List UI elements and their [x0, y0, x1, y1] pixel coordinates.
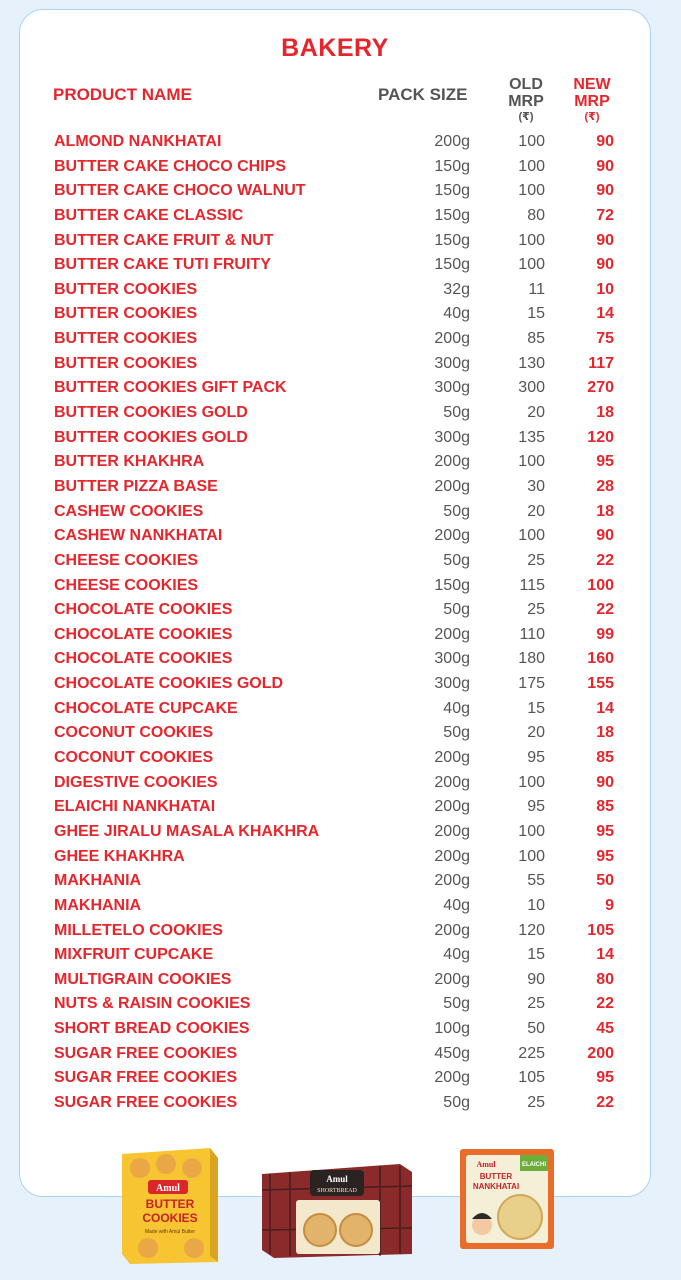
product-name-cell: SUGAR FREE COOKIES — [54, 1069, 238, 1087]
new-mrp-cell: 117 — [588, 354, 614, 372]
old-mrp-cell: 300 — [518, 379, 545, 397]
table-row — [0, 672, 681, 697]
header-old-mrp — [500, 76, 552, 124]
header-old-mrp-line2: MRP — [508, 93, 544, 110]
product-name-cell: BUTTER COOKIES — [54, 305, 198, 323]
table-row — [0, 524, 681, 549]
product-name-cell: CHOCOLATE COOKIES GOLD — [54, 675, 284, 693]
product-name-cell: ELAICHI NANKHATAI — [54, 798, 216, 816]
pack-size-cell: 150g — [434, 256, 470, 274]
old-mrp-cell: 20 — [527, 724, 545, 742]
price-table — [0, 130, 681, 1116]
new-mrp-cell: 14 — [596, 946, 614, 964]
product-label-line2: COOKIES — [142, 1211, 198, 1225]
new-mrp-cell: 120 — [587, 428, 614, 446]
pack-size-cell: 200g — [434, 798, 470, 816]
shortbread-box-image — [260, 1160, 414, 1260]
pack-size-cell: 40g — [443, 305, 470, 323]
old-mrp-cell: 100 — [518, 453, 545, 471]
product-name-cell: CHOCOLATE CUPCAKE — [54, 699, 238, 717]
old-mrp-cell: 25 — [527, 551, 545, 569]
cookie-shape — [498, 1195, 542, 1239]
new-mrp-cell: 90 — [596, 231, 614, 249]
old-mrp-cell: 95 — [527, 798, 545, 816]
pack-size-cell: 150g — [434, 576, 470, 594]
section-title: BAKERY — [281, 34, 389, 62]
pack-size-cell: 300g — [434, 650, 470, 668]
table-row — [0, 869, 681, 894]
product-name-cell: BUTTER CAKE CHOCO CHIPS — [54, 157, 287, 175]
flavor-badge-text: ELAICHI — [522, 1162, 546, 1168]
cookie-shape — [156, 1154, 176, 1174]
new-mrp-cell: 95 — [596, 822, 614, 840]
table-row — [0, 647, 681, 672]
old-mrp-cell: 15 — [527, 305, 545, 323]
new-mrp-cell: 90 — [596, 256, 614, 274]
old-mrp-cell: 100 — [518, 133, 545, 150]
table-row — [0, 253, 681, 278]
table-row — [0, 1091, 681, 1116]
product-name-cell: SHORT BREAD COOKIES — [54, 1020, 250, 1038]
table-row — [0, 376, 681, 401]
product-name-cell: BUTTER COOKIES GIFT PACK — [54, 379, 287, 397]
new-mrp-cell: 90 — [596, 133, 614, 150]
new-mrp-cell: 75 — [596, 330, 614, 348]
pack-size-cell: 50g — [443, 404, 470, 422]
old-mrp-cell: 20 — [527, 404, 545, 422]
table-row — [0, 894, 681, 919]
new-mrp-cell: 10 — [596, 280, 614, 298]
pack-size-cell: 200g — [434, 330, 470, 348]
table-row — [0, 450, 681, 475]
product-name-cell: BUTTER CAKE CLASSIC — [54, 206, 244, 224]
nankhatai-box-image — [456, 1145, 560, 1253]
old-mrp-cell: 100 — [518, 231, 545, 249]
pack-size-cell: 200g — [434, 453, 470, 471]
new-mrp-cell: 100 — [587, 576, 614, 594]
old-mrp-cell: 25 — [527, 995, 545, 1013]
old-mrp-cell: 135 — [518, 428, 545, 446]
table-row — [0, 549, 681, 574]
header-pack-size: PACK SIZE — [378, 85, 468, 104]
old-mrp-cell: 120 — [518, 921, 545, 939]
header-product-name: PRODUCT NAME — [53, 85, 192, 104]
old-mrp-cell: 80 — [527, 206, 545, 224]
product-name-cell: MAKHANIA — [54, 896, 142, 914]
old-mrp-cell: 30 — [527, 477, 545, 495]
table-row — [0, 746, 681, 771]
butter-cookies-box-side — [210, 1148, 218, 1262]
pack-size-cell: 40g — [443, 699, 470, 717]
old-mrp-cell: 110 — [519, 625, 545, 643]
new-mrp-cell: 22 — [596, 551, 614, 569]
table-row — [0, 795, 681, 820]
new-mrp-cell: 22 — [596, 1093, 614, 1111]
old-mrp-cell: 100 — [518, 847, 545, 865]
new-mrp-cell: 85 — [596, 798, 614, 816]
header-new-mrp-line2: MRP — [574, 93, 610, 110]
new-mrp-cell: 90 — [596, 157, 614, 175]
product-name-cell: COCONUT COOKIES — [54, 749, 214, 767]
product-name-cell: BUTTER COOKIES — [54, 354, 198, 372]
old-mrp-cell: 180 — [518, 650, 545, 668]
new-mrp-cell: 14 — [596, 305, 614, 323]
old-mrp-cell: 225 — [518, 1044, 545, 1062]
product-name-cell: GHEE KHAKHRA — [54, 847, 185, 865]
old-mrp-cell: 15 — [527, 946, 545, 964]
new-mrp-cell: 9 — [605, 896, 614, 914]
old-mrp-cell: 11 — [528, 280, 545, 298]
pack-size-cell: 50g — [443, 502, 470, 520]
product-name-cell: CASHEW NANKHATAI — [54, 527, 223, 545]
new-mrp-cell: 80 — [596, 970, 614, 988]
old-mrp-cell: 105 — [518, 1069, 545, 1087]
pack-size-cell: 200g — [434, 477, 470, 495]
pack-size-cell: 40g — [443, 946, 470, 964]
table-row — [0, 302, 681, 327]
old-mrp-cell: 25 — [527, 1093, 545, 1111]
product-name-cell: COCONUT COOKIES — [54, 724, 214, 742]
new-mrp-cell: 14 — [596, 699, 614, 717]
old-mrp-cell: 100 — [518, 182, 545, 200]
product-name-cell: MAKHANIA — [54, 872, 142, 890]
product-name-cell: BUTTER COOKIES — [54, 330, 198, 348]
old-mrp-cell: 100 — [518, 157, 545, 175]
pack-size-cell: 300g — [434, 379, 470, 397]
old-mrp-cell: 130 — [518, 354, 545, 372]
table-row — [0, 598, 681, 623]
product-name-cell: BUTTER CAKE TUTI FRUITY — [54, 256, 271, 274]
product-label-line1: BUTTER — [479, 1172, 513, 1181]
old-mrp-cell: 15 — [527, 699, 545, 717]
table-row — [0, 968, 681, 993]
product-name-cell: BUTTER CAKE FRUIT & NUT — [54, 231, 274, 249]
pack-size-cell: 50g — [443, 724, 470, 742]
table-row — [0, 1042, 681, 1067]
pack-size-cell: 200g — [434, 625, 470, 643]
product-name-cell: DIGESTIVE COOKIES — [54, 773, 218, 791]
butter-cookies-box-image — [118, 1144, 222, 1266]
pack-size-cell: 150g — [434, 206, 470, 224]
pack-size-cell: 200g — [434, 1069, 470, 1087]
product-name-cell: BUTTER KHAKHRA — [54, 453, 205, 471]
brand-logo-text: Amul — [156, 1183, 180, 1194]
product-name-cell: BUTTER COOKIES GOLD — [54, 404, 248, 422]
pack-size-cell: 150g — [434, 182, 470, 200]
product-label-line1: BUTTER — [145, 1197, 195, 1211]
table-row — [0, 1066, 681, 1091]
new-mrp-cell: 200 — [587, 1044, 614, 1062]
old-mrp-cell: 20 — [527, 502, 545, 520]
pack-size-cell: 200g — [434, 749, 470, 767]
table-row — [0, 771, 681, 796]
old-mrp-cell: 115 — [519, 576, 545, 594]
table-row — [0, 1017, 681, 1042]
product-name-cell: MULTIGRAIN COOKIES — [54, 970, 232, 988]
table-row — [0, 155, 681, 180]
table-row — [0, 943, 681, 968]
new-mrp-cell: 270 — [587, 379, 614, 397]
header-new-mrp-line1: NEW — [573, 76, 611, 93]
table-row — [0, 845, 681, 870]
header-new-mrp-currency: (₹) — [584, 111, 600, 123]
old-mrp-cell: 50 — [527, 1020, 545, 1038]
product-label: SHORTBREAD — [317, 1188, 357, 1194]
product-tagline: Made with Amul Butter — [144, 1229, 196, 1235]
product-name-cell: GHEE JIRALU MASALA KHAKHRA — [54, 822, 320, 840]
new-mrp-cell: 90 — [596, 182, 614, 200]
product-name-cell: CHOCOLATE COOKIES — [54, 625, 233, 643]
new-mrp-cell: 45 — [596, 1020, 614, 1038]
table-row — [0, 574, 681, 599]
product-name-cell: NUTS & RAISIN COOKIES — [54, 995, 251, 1013]
header-old-mrp-line1: OLD — [509, 76, 543, 93]
pack-size-cell: 200g — [434, 133, 470, 150]
pack-size-cell: 300g — [434, 354, 470, 372]
pack-size-cell: 50g — [443, 601, 470, 619]
pack-size-cell: 200g — [434, 847, 470, 865]
new-mrp-cell: 95 — [596, 453, 614, 471]
table-row — [0, 278, 681, 303]
table-row — [0, 500, 681, 525]
new-mrp-cell: 18 — [596, 724, 614, 742]
new-mrp-cell: 22 — [596, 995, 614, 1013]
table-row — [0, 623, 681, 648]
brand-logo-text: Amul — [326, 1174, 348, 1184]
old-mrp-cell: 175 — [518, 675, 545, 693]
table-row — [0, 426, 681, 451]
pack-size-cell: 450g — [434, 1044, 470, 1062]
table-row — [0, 697, 681, 722]
table-row — [0, 204, 681, 229]
product-label-line2: NANKHATAI — [472, 1182, 520, 1191]
table-row — [0, 229, 681, 254]
new-mrp-cell: 99 — [596, 625, 614, 643]
pack-size-cell: 50g — [443, 995, 470, 1013]
table-row — [0, 352, 681, 377]
old-mrp-cell: 95 — [527, 749, 545, 767]
table-row — [0, 992, 681, 1017]
pack-size-cell: 200g — [434, 773, 470, 791]
new-mrp-cell: 22 — [596, 601, 614, 619]
pack-size-cell: 300g — [434, 428, 470, 446]
brand-logo-text: Amul — [476, 1160, 496, 1169]
product-name-cell: CHEESE COOKIES — [54, 551, 199, 569]
table-row — [0, 721, 681, 746]
table-row — [0, 475, 681, 500]
table-row — [0, 179, 681, 204]
new-mrp-cell: 18 — [596, 502, 614, 520]
table-row — [0, 327, 681, 352]
new-mrp-cell: 72 — [596, 206, 614, 224]
old-mrp-cell: 85 — [527, 330, 545, 348]
table-row — [0, 820, 681, 845]
old-mrp-cell: 100 — [518, 256, 545, 274]
product-name-cell: CASHEW COOKIES — [54, 502, 204, 520]
product-name-cell: BUTTER COOKIES — [54, 280, 198, 298]
pack-size-cell: 150g — [434, 231, 470, 249]
pack-size-cell: 150g — [434, 157, 470, 175]
old-mrp-cell: 25 — [527, 601, 545, 619]
product-name-cell: CHOCOLATE COOKIES — [54, 650, 233, 668]
table-row — [0, 919, 681, 944]
old-mrp-cell: 100 — [518, 822, 545, 840]
cookie-shape — [184, 1238, 204, 1258]
old-mrp-cell: 55 — [527, 872, 545, 890]
new-mrp-cell: 155 — [587, 675, 614, 693]
header-old-mrp-currency: (₹) — [518, 111, 534, 123]
old-mrp-cell: 90 — [527, 970, 545, 988]
product-name-cell: MILLETELO COOKIES — [54, 921, 223, 939]
cookie-shape — [182, 1158, 202, 1178]
pack-size-cell: 200g — [434, 921, 470, 939]
pack-size-cell: 50g — [443, 551, 470, 569]
product-name-cell: BUTTER PIZZA BASE — [54, 477, 218, 495]
new-mrp-cell: 95 — [596, 1069, 614, 1087]
new-mrp-cell: 85 — [596, 749, 614, 767]
new-mrp-cell: 160 — [587, 650, 614, 668]
pack-size-cell: 50g — [443, 1093, 470, 1111]
old-mrp-cell: 100 — [518, 773, 545, 791]
new-mrp-cell: 95 — [596, 847, 614, 865]
table-row — [0, 401, 681, 426]
new-mrp-cell: 105 — [587, 921, 614, 939]
new-mrp-cell: 90 — [596, 773, 614, 791]
old-mrp-cell: 100 — [518, 527, 545, 545]
product-name-cell: BUTTER COOKIES GOLD — [54, 428, 248, 446]
new-mrp-cell: 28 — [596, 477, 614, 495]
product-name-cell: SUGAR FREE COOKIES — [54, 1044, 238, 1062]
product-name-cell: CHOCOLATE COOKIES — [54, 601, 233, 619]
product-name-cell: ALMOND NANKHATAI — [54, 133, 222, 150]
product-name-cell: SUGAR FREE COOKIES — [54, 1093, 238, 1111]
new-mrp-cell: 50 — [596, 872, 614, 890]
product-name-cell: MIXFRUIT CUPCAKE — [54, 946, 214, 964]
cookie-shape — [340, 1214, 372, 1246]
pack-size-cell: 32g — [443, 280, 470, 298]
cookie-shape — [130, 1158, 150, 1178]
pack-size-cell: 200g — [434, 872, 470, 890]
product-name-cell: BUTTER CAKE CHOCO WALNUT — [54, 182, 306, 200]
table-row — [0, 130, 681, 155]
pack-size-cell: 200g — [434, 970, 470, 988]
pack-size-cell: 200g — [434, 822, 470, 840]
pack-size-cell: 100g — [434, 1020, 470, 1038]
new-mrp-cell: 90 — [596, 527, 614, 545]
old-mrp-cell: 10 — [527, 896, 545, 914]
pack-size-cell: 300g — [434, 675, 470, 693]
new-mrp-cell: 18 — [596, 404, 614, 422]
cookie-shape — [304, 1214, 336, 1246]
product-name-cell: CHEESE COOKIES — [54, 576, 199, 594]
pack-size-cell: 200g — [434, 527, 470, 545]
pack-size-cell: 40g — [443, 896, 470, 914]
header-new-mrp — [566, 76, 618, 124]
cookie-shape — [138, 1238, 158, 1258]
